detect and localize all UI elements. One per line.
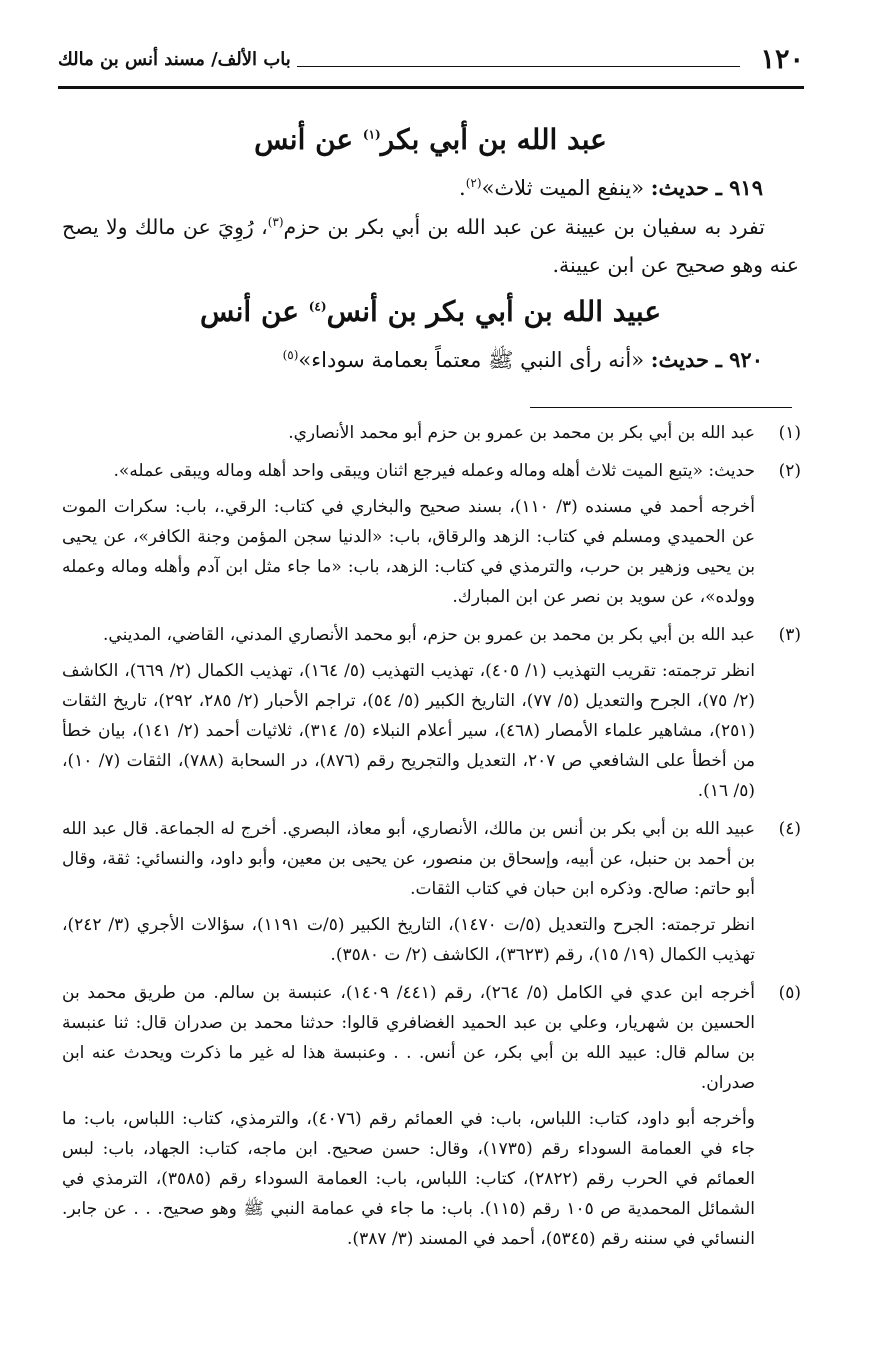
section-heading-1-text: عبد الله بن أبي بكر xyxy=(380,123,607,156)
footnote xyxy=(62,978,801,1260)
paragraph-text-end: ، رُوِيَ عن مالك ولا يصح عنه وهو صحيح عن ابن عيينة. xyxy=(62,215,799,277)
page-header xyxy=(58,42,804,76)
footnote-body xyxy=(62,620,755,812)
hadith-keyword: حديث: xyxy=(650,175,709,200)
footnotes xyxy=(62,418,801,1262)
header-rule xyxy=(58,86,804,89)
footnote-body xyxy=(62,456,755,618)
footnote xyxy=(62,814,801,976)
footnote xyxy=(62,418,801,454)
footnote-marker: (٤) xyxy=(778,819,801,839)
footnote-body xyxy=(62,814,755,976)
footnote-marker: (٥) xyxy=(778,983,801,1003)
hadith-number: ٩١٩ ـ xyxy=(715,175,763,200)
hadith-919: ٩١٩ ـ حديث: «ينفع الميت ثلاث»$^{(٢)}$. xyxy=(459,175,763,200)
running-head: باب الألف/ مسند أنس بن مالك xyxy=(58,48,291,70)
commentary-paragraph xyxy=(62,208,799,284)
hadith-920 xyxy=(62,340,799,380)
section-heading-1 xyxy=(62,112,799,168)
footnote xyxy=(62,456,801,618)
hadith-text: «أنه رأى النبي ﷺ معتماً بعمامة سوداء» xyxy=(298,348,645,372)
footnote-marker: (١) xyxy=(778,423,801,443)
footnote-paragraph: انظر ترجمته: تقريب التهذيب (١/ ٤٠٥)، تهذيب التهذيب (٥/ ١٦٤)، تهذيب الكمال (٢/ ٦٦٩)، الكاشف (٢/ ٧٥)، الجرح والتعديل (٥/ ٧٧)، التاريخ الكبير (٥/ ٥٤)، تراجم الأحبار (٢/ ٢٨٥، ٢٩٢)، تاريخ الثقات (٢٥١)، مشاهير علماء الأمصار (٤٦٨)، سير أعلام النبلاء (٥/ ٣١٤)، ثلاثيات أحمد (٢/ ١٤١)، بيان خطأ من أخطأ على الشافعي ص ٢٠٧، التعديل والتجريح رقم (٨٧٦)، در السحابة (٧٨٨)، الثقات (٧/ ١٠)، (٥/ ١٦). xyxy=(62,661,756,801)
footnote-ref: (٥) xyxy=(282,348,299,362)
footnote-body xyxy=(62,418,755,454)
hadith-text: «ينفع الميت ثلاث» xyxy=(481,176,645,200)
main-text xyxy=(62,112,799,380)
paragraph-text: تفرد به سفيان بن عيينة عن عبد الله بن أبي بكر بن حزم xyxy=(283,215,765,239)
footnote-marker: (٣) xyxy=(778,625,801,645)
section-heading-2 xyxy=(62,284,799,340)
footnote-separator xyxy=(530,407,792,408)
footnote-ref: (٤) xyxy=(308,299,327,314)
section-heading-2-text: عبيد الله بن أبي بكر بن أنس xyxy=(326,295,662,328)
header-line xyxy=(297,66,741,67)
footnote-paragraph: حديث: «يتبع الميت ثلاث أهله وماله وعمله فيرجع اثنان ويبقى واحد أهله وماله ويبقى عمله». xyxy=(113,461,755,481)
footnote-body xyxy=(62,978,755,1260)
footnote-paragraph: أخرجه ابن عدي في الكامل (٥/ ٢٦٤)، رقم (٤٤١/ ١٤٠٩)، عنبسة بن سالم. من طريق محمد بن الحسين بن شهريار، وعلي بن عبد الحميد الغضافري قالوا: حدثنا محمد بن صدران قال: ثنا عنبسة بن سالم قال: عبيد الله بن أبي بكر، عن أنس. . . وعنبسة هذا له غير ما ذكرت ويحدث عنه ابن صدران. xyxy=(62,983,755,1093)
section-heading-2-tail: عن أنس xyxy=(199,295,299,328)
footnote-ref: (٢) xyxy=(465,176,482,190)
footnote-paragraph: انظر ترجمته: الجرح والتعديل (٥/ت ١٤٧٠)، التاريخ الكبير (٥/ت ١١٩١)، سؤالات الأجري (٣/ ٢٤٢)، تهذيب الكمال (١٩/ ١٥)، رقم (٣٦٢٣)، الكاشف (٢/ ت ٣٥٨٠). xyxy=(62,915,755,965)
footnote-ref: (١) xyxy=(362,127,381,142)
footnote xyxy=(62,620,801,812)
footnote-paragraph: عبد الله بن أبي بكر بن محمد بن عمرو بن حزم، أبو محمد الأنصاري المدني، القاضي، المديني. xyxy=(103,625,755,645)
footnote-ref: (٣) xyxy=(267,215,284,230)
footnote-paragraph: وأخرجه أبو داود، كتاب: اللباس، باب: في العمائم رقم (٤٠٧٦)، والترمذي، كتاب: اللباس، باب: ما جاء في العمامة السوداء رقم (١٧٣٥)، وقال: حسن صحيح. ابن ماجه، كتاب: الجهاد، باب: لبس العمائم في الحرب رقم (٢٨٢٢)، كتاب: اللباس، باب: العمامة السوداء رقم (٣٥٨٥)، الترمذي في الشمائل المحمدية ص ١٠٥ رقم (١١٥). باب: ما جاء في عمامة النبي ﷺ وهو صحيح. . . عن جابر. النسائي في سننه رقم (٥٣٤٥)، أحمد في المسند (٣/ ٣٨٧). xyxy=(62,1109,756,1249)
footnote-paragraph: عبد الله بن أبي بكر بن محمد بن عمرو بن حزم أبو محمد الأنصاري. xyxy=(288,423,755,443)
footnote-paragraph: أخرجه أحمد في مسنده (٣/ ١١٠)، بسند صحيح والبخاري في كتاب: الرقي.، باب: سكرات الموت عن الحميدي ومسلم في كتاب: الزهد والرقاق، باب: «الدنيا سجن المؤمن وجنة الكافر»، عن يحيى بن يحيى وزهير بن حرب، والترمذي في كتاب: الزهد، باب: «ما جاء مثل ابن آدم وأهله وماله وعمله وولده»، عن سويد بن نصر عن ابن المبارك. xyxy=(62,497,755,607)
hadith-keyword: حديث: xyxy=(650,347,709,372)
footnote-marker: (٢) xyxy=(778,461,801,481)
page-number: ١٢٠ xyxy=(760,43,804,75)
section-heading-1-tail: عن أنس xyxy=(254,123,354,156)
hadith-number: ٩٢٠ ـ xyxy=(715,347,763,372)
footnote-paragraph: عبيد الله بن أبي بكر بن أنس بن مالك، الأنصاري، أبو معاذ، البصري. أخرج له الجماعة. قال عبد الله بن أحمد بن حنبل، عن أبيه، وإسحاق بن منصور، عن يحيى بن معين، وأبو داود، والنسائي: ثقة، وقال أبو حاتم: صالح. وذكره ابن حبان في كتاب الثقات. xyxy=(62,819,755,899)
